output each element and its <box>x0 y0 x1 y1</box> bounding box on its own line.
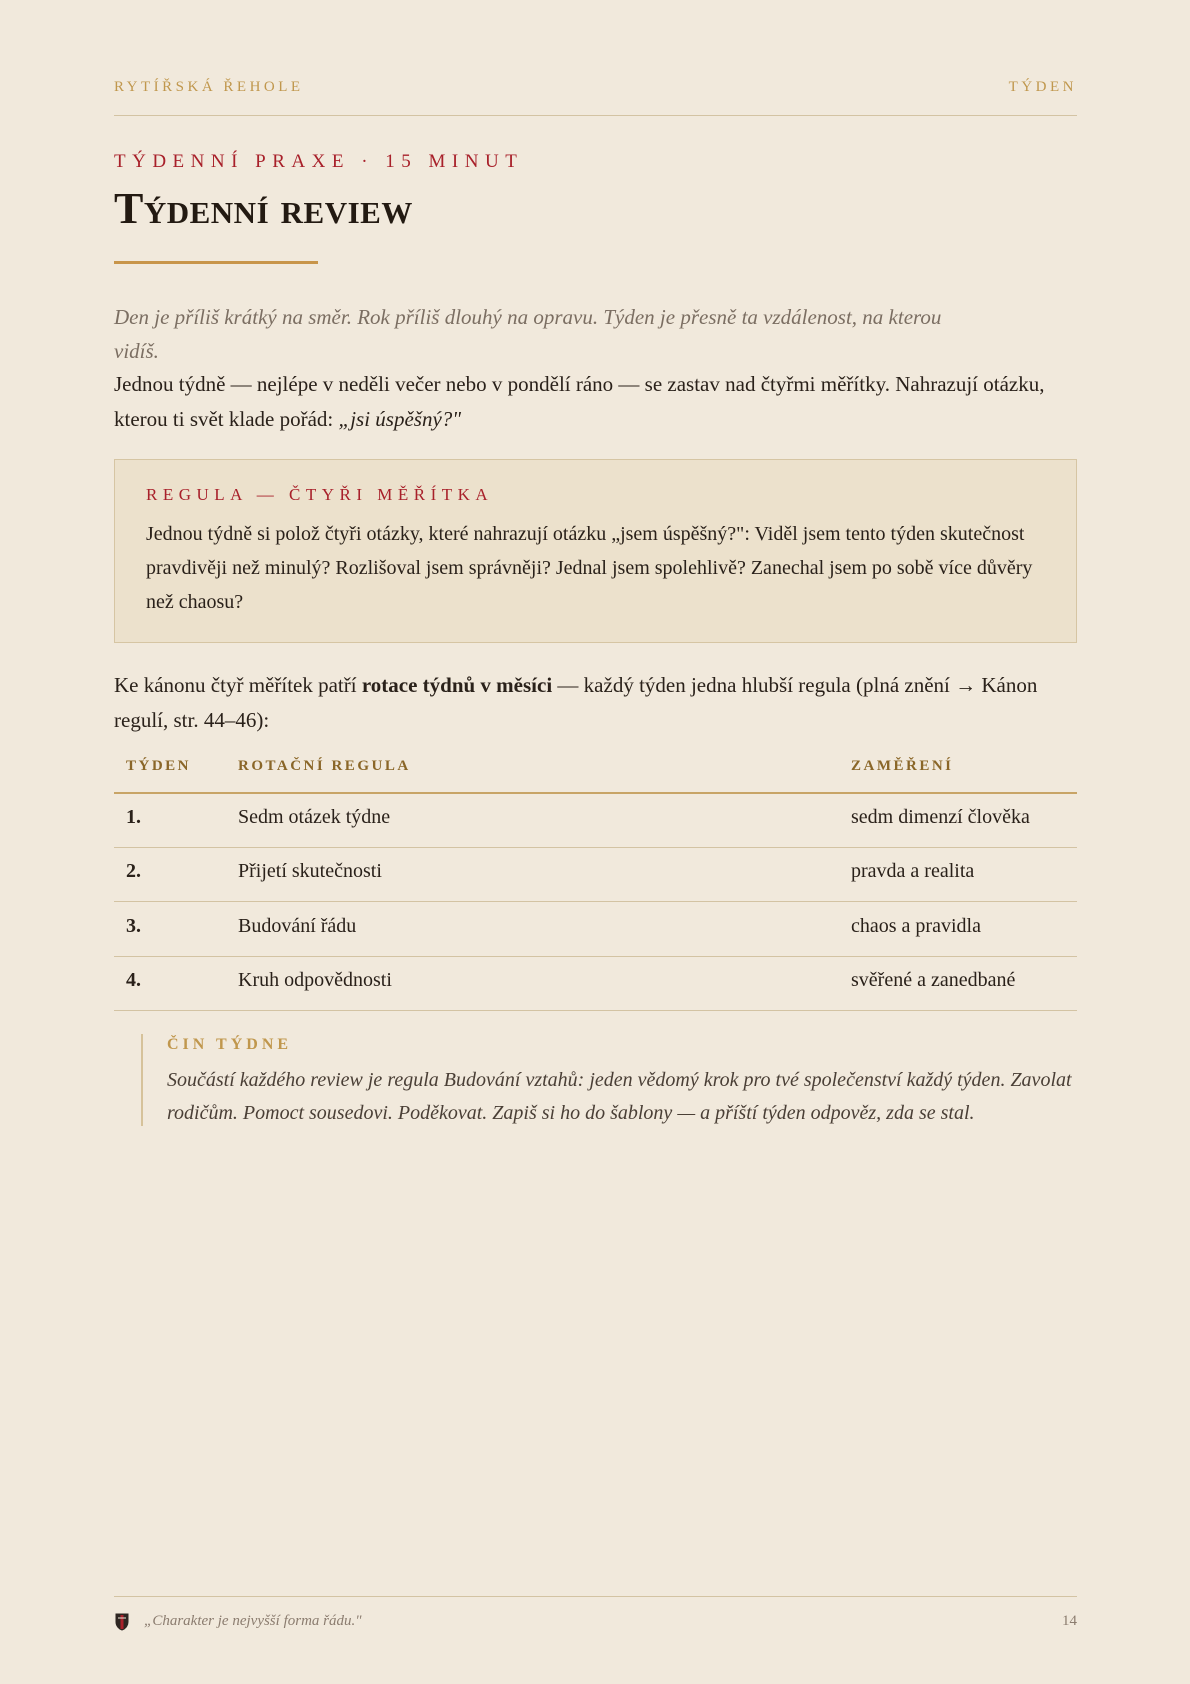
table-cell-focus: pravda a realita <box>851 860 975 882</box>
title-text: Týdenní review <box>114 184 413 233</box>
canon-text-post: — každý týden jedna hlubší regula (plná znění → Kánon regulí, str. 44–46): <box>114 673 1038 732</box>
table-cell-focus: chaos a pravidla <box>851 915 981 937</box>
row-divider <box>114 1010 1077 1011</box>
table-cell-week: 1. <box>126 806 141 828</box>
rule-box-text: Jednou týdně si polož čtyři otázky, které nahrazují otázku „jsem úspěšný?": Viděl jsem tento týden skutečnost pravdivěji než minulý? Rozlišoval jsem správněji? Jednal jsem spolehlivě? Zanechal jsem po sobě více důvěry než chaosu? <box>146 523 1033 613</box>
table-cell-rule: Kruh odpovědnosti <box>238 969 392 991</box>
deed-callout <box>141 1034 1079 1126</box>
deed-label: ČIN TÝDNE <box>167 1036 293 1053</box>
table-row <box>114 957 1077 1011</box>
intro-paragraph <box>114 367 1077 437</box>
rule-box-label: REGULA — ČTYŘI MĚŘÍTKA <box>146 485 494 504</box>
table-row <box>114 903 1077 957</box>
table-header-rule: ROTAČNÍ REGULA <box>238 758 411 774</box>
epigraph: Den je příliš krátký na směr. Rok příliš dlouhý na opravu. Týden je přesně ta vzdálenost, na kterou vidíš. <box>114 305 942 363</box>
title-underline <box>114 261 318 264</box>
table-cell-focus: svěřené a zanedbané <box>851 969 1016 991</box>
table-cell-week: 3. <box>126 915 141 937</box>
page-title <box>114 183 413 234</box>
deed-text: Součástí každého review je regula Budování vztahů: jeden vědomý krok pro tvé společenství každý týden. Zavolat rodičům. Pomoct sousedovi. Poděkovat. Zapiš si ho do šablony — a příští týden odpověz, zda se stal. <box>167 1069 1072 1124</box>
footer-quote: „Charakter je nejvyšší forma řádu." <box>144 1613 362 1629</box>
footer-divider <box>114 1596 1077 1597</box>
running-header <box>114 79 1077 96</box>
table-cell-week: 4. <box>126 969 141 991</box>
table-row <box>114 794 1077 848</box>
table-cell-rule: Sedm otázek týdne <box>238 806 391 828</box>
header-divider <box>114 115 1077 116</box>
row-divider <box>114 901 1077 902</box>
table-cell-week: 2. <box>126 860 141 882</box>
shield-icon <box>115 1613 129 1631</box>
canon-text-pre: Ke kánonu čtyř měřítek patří <box>114 673 362 697</box>
intro-emphasis: „jsi úspěšný?" <box>338 407 462 431</box>
table-cell-focus: sedm dimenzí člověka <box>851 806 1030 828</box>
table-cell-rule: Přijetí skutečnosti <box>238 860 382 882</box>
intro-text: Jednou týdně — nejlépe v neděli večer nebo v pondělí ráno — se zastav nad čtyřmi měřítky. Nahrazují otázku, kterou ti svět klade pořád: <box>114 372 1045 431</box>
table-row <box>114 848 1077 902</box>
canon-paragraph <box>114 668 1077 738</box>
table-header-week: TÝDEN <box>126 758 192 774</box>
table-header-focus: ZAMĚŘENÍ <box>851 758 954 774</box>
canon-text-bold: rotace týdnů v měsíci <box>361 673 553 697</box>
page-number: 14 <box>1062 1613 1077 1629</box>
running-header-right: TÝDEN <box>1008 79 1077 95</box>
section-kicker: TÝDENNÍ PRAXE · 15 MINUT <box>114 151 524 172</box>
table-cell-rule: Budování řádu <box>238 915 357 937</box>
running-header-left: RYTÍŘSKÁ ŘEHOLE <box>114 79 304 95</box>
